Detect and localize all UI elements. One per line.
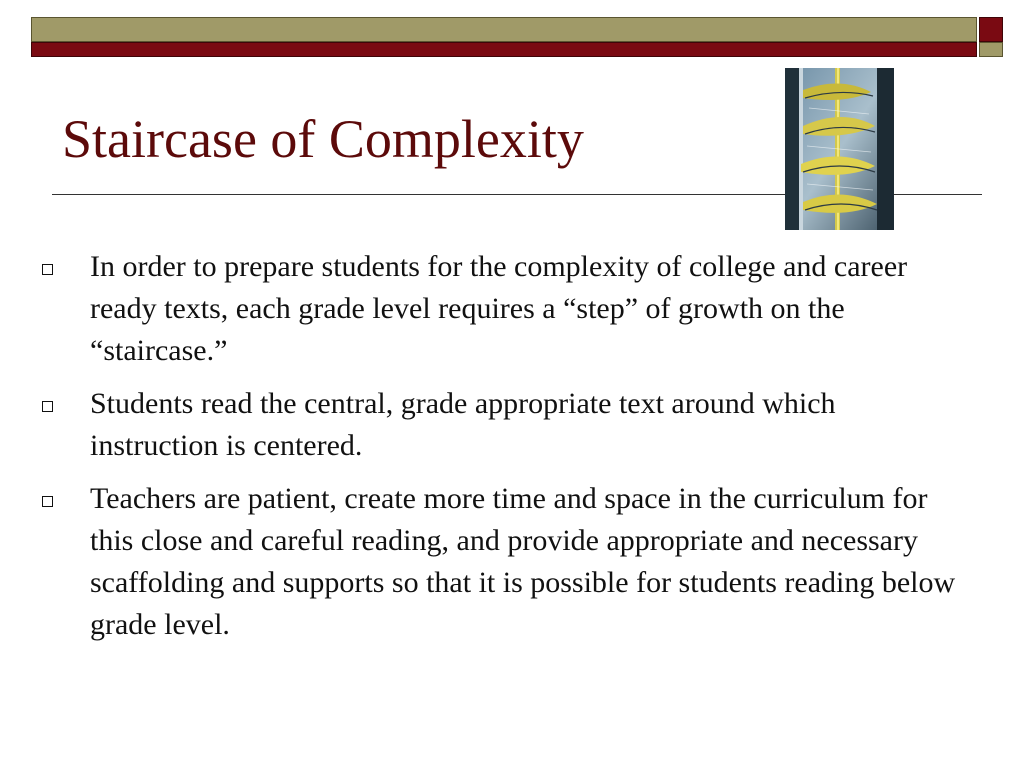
hollow-square-bullet-icon <box>42 264 53 275</box>
header-square-maroon <box>979 17 1003 42</box>
list-item <box>40 246 960 372</box>
header-bar-olive <box>31 17 977 42</box>
bullet-text: In order to prepare students for the complexity of college and career ready texts, each grade level requires a “step” of growth on the “staircase.” <box>90 250 908 367</box>
bullet-text: Students read the central, grade appropriate text around which instruction is centered. <box>90 387 836 462</box>
hollow-square-bullet-icon <box>42 496 53 507</box>
bullet-list <box>40 246 960 657</box>
list-item <box>40 478 960 646</box>
bullet-text: Teachers are patient, create more time and space in the curriculum for this close and careful reading, and provide appropriate and necessary scaffolding and supports so that it is possible for students reading below grade level. <box>90 482 956 641</box>
slide-title: Staircase of Complexity <box>62 109 584 169</box>
list-item <box>40 383 960 467</box>
spiral-staircase-photo <box>785 68 894 230</box>
header-square-olive <box>979 42 1003 57</box>
hollow-square-bullet-icon <box>42 401 53 412</box>
header-bar-maroon <box>31 42 977 57</box>
